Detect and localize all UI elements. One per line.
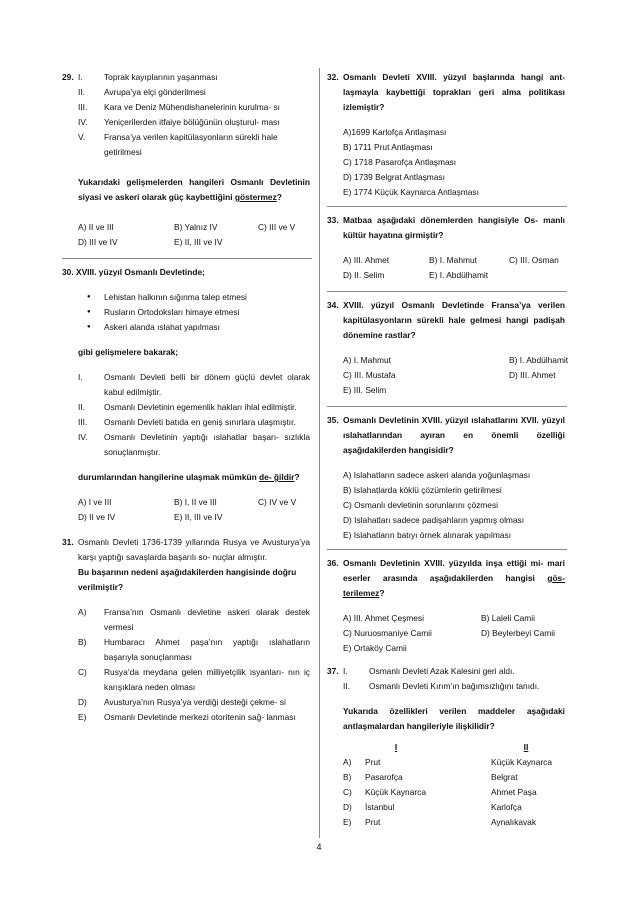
options-row bbox=[343, 383, 565, 398]
option-b[interactable]: B) Humbaracı Ahmet paşa’nın yaptığı ıslahatların başarıyla sonuçlanması bbox=[78, 637, 310, 662]
bullet-item: ● Askeri alanda ıslahat yapılması bbox=[78, 320, 310, 335]
option-c[interactable]: C) III. Mustafa bbox=[343, 370, 396, 380]
question-37 bbox=[327, 664, 565, 830]
option-a[interactable]: A) III. Ahmet Çeşmesi bbox=[343, 613, 424, 623]
question-separator bbox=[327, 406, 567, 407]
statement: V. Fransa’ya verilen kapitülasyonların sürekli hale getirilmesi bbox=[78, 132, 278, 157]
option-b[interactable]: B) Laleli Camii bbox=[481, 613, 535, 623]
options-row bbox=[343, 626, 565, 641]
option-a[interactable]: A) I ve III bbox=[78, 497, 112, 507]
question-stem: Bu başarının nedeni aşağıdakilerden hangisinde doğru verilmiştir? bbox=[78, 567, 297, 592]
option-c[interactable]: C) Rusya’da meydana gelen milliyetçilik isyanları- nın iç karışıklara neden olması bbox=[78, 667, 310, 692]
option-c[interactable]: C) 1718 Pasarofça Antlaşması bbox=[343, 157, 457, 167]
option-a[interactable]: A) Fransa’nın Osmanlı devletine askeri olarak destek vermesi bbox=[78, 607, 310, 632]
statement: III. Osmanlı Devleti batıda en geniş sınırlara ulaşmıştır. bbox=[78, 417, 296, 427]
right-column bbox=[327, 70, 569, 830]
question-35 bbox=[327, 413, 565, 543]
question-title: 30. XVIII. yüzyıl Osmanlı Devletinde; bbox=[62, 267, 205, 277]
option-c[interactable]: C) Küçük Kaynarca Ahmet Paşa bbox=[343, 787, 537, 797]
option-c[interactable]: C) IV ve V bbox=[258, 497, 297, 507]
option-c[interactable]: C) Osmanlı devletinin sorunlarını çözmesi bbox=[343, 500, 498, 510]
question-30 bbox=[62, 265, 310, 525]
statement: IV. Yeniçerilerden itfaiye bölüğünün oluşturul- ması bbox=[78, 117, 280, 127]
option-e[interactable]: E) Osmanlı Devletinde merkezi otoritenin sağ- lanması bbox=[78, 712, 296, 722]
option-e[interactable]: E) II, III ve IV bbox=[174, 237, 223, 247]
question-33 bbox=[327, 213, 565, 283]
question-stem: 35. Osmanlı Devletinin XVIII. yüzyıl ıslahatlarını XVII. yüzyıl ıslahatlarından ayıran en önemli özelliği aşağıdakilerden hangisidir? bbox=[327, 415, 565, 455]
options-row bbox=[343, 368, 565, 383]
options-row bbox=[343, 268, 565, 283]
option-b[interactable]: B) 1711 Prut Antlaşması bbox=[343, 142, 433, 152]
option-b[interactable]: B) Islahatlarda köklü çözümlerin getirilmesi bbox=[343, 485, 502, 495]
option-b[interactable]: B) I. Abdülhamit bbox=[509, 355, 569, 365]
question-separator bbox=[327, 206, 567, 207]
question-separator bbox=[327, 549, 567, 550]
statement: IV. Osmanlı Devletinin yaptığı ıslahatlar başarı- sızlıkla sonuçlanmıştır. bbox=[78, 432, 310, 457]
question-intro: 31. Osmanlı Devleti 1736-1739 yıllarında Rusya ve Avusturya’ya karşı yaptığı savaşlarda başarılı so- nuçlar almıştır. bbox=[62, 537, 310, 562]
option-a[interactable]: A) Islahatların sadece askeri alanda yoğunlaşması bbox=[343, 470, 531, 480]
options-row bbox=[343, 253, 565, 268]
option-a[interactable]: A) Prut Küçük Kaynarca bbox=[343, 757, 552, 767]
options-row bbox=[78, 235, 310, 250]
option-c[interactable]: C) III ve V bbox=[258, 222, 296, 232]
statement: III. Kara ve Deniz Mühendishanelerinin kurulma- sı bbox=[78, 102, 280, 112]
option-e[interactable]: E) 1774 Küçük Kaynarca Antlaşması bbox=[343, 187, 479, 197]
option-a[interactable]: A)1699 Karlofça Antlaşması bbox=[343, 127, 447, 137]
option-e[interactable]: E) III. Selim bbox=[343, 385, 387, 395]
options-row bbox=[78, 510, 310, 525]
option-c[interactable]: C) Nuruosmaniye Camii bbox=[343, 628, 432, 638]
option-e[interactable]: E) II, III ve IV bbox=[174, 512, 223, 522]
statement: II. Avrupa’ya elçi gönderilmesi bbox=[78, 87, 206, 97]
statement: I. Toprak kayıplarının yaşanması bbox=[78, 72, 218, 82]
question-separator bbox=[62, 258, 312, 259]
column-ii-header: II bbox=[523, 742, 529, 752]
question-stem: Yukarıda özellikleri verilen maddeler aşağıdaki antlaşmalardan hangileriyle ilişkilidir? bbox=[343, 706, 565, 731]
question-stem: 32. Osmanlı Devleti XVIII. yüzyıl başlarında hangi ant- laşmayla kaybettiği toprakları geri alma politikası izlemiştir? bbox=[327, 72, 565, 112]
option-d[interactable]: D) III. Ahmet bbox=[509, 370, 556, 380]
column-divider bbox=[319, 68, 320, 838]
statement: 37. I. Osmanlı Devleti Azak Kalesini geri aldı. bbox=[327, 666, 515, 676]
question-36 bbox=[327, 556, 566, 656]
statement: II. Osmanlı Devletinin egemenlik hakları ihlal edilmiştir. bbox=[78, 402, 297, 412]
question-31 bbox=[62, 535, 310, 725]
option-b[interactable]: B) I. Mahmut bbox=[429, 255, 477, 265]
question-stem: durumlarından hangilerine ulaşmak mümkün de- ğildir? bbox=[78, 472, 300, 482]
question-stem: 36. Osmanlı Devletinin XVIII. yüzyılda inşa ettiği mi- mari eserler arasında aşağıdakilerden hangisi gös- terilemez? bbox=[327, 558, 566, 598]
option-b[interactable]: B) I, II ve III bbox=[174, 497, 217, 507]
question-32 bbox=[327, 70, 565, 200]
option-e[interactable]: E) Ortaköy Camii bbox=[343, 643, 407, 653]
statement: II. Osmanlı Devleti Kırım’ın bağımsızlığını tanıdı. bbox=[343, 681, 540, 691]
option-a[interactable]: A) I. Mahmut bbox=[343, 355, 391, 365]
option-a[interactable]: A) III. Ahmet bbox=[343, 255, 390, 265]
options-row bbox=[343, 353, 569, 368]
options-row bbox=[78, 220, 310, 235]
question-separator bbox=[327, 291, 567, 292]
bullet-item: ● Rusların Ortodoksları himaye etmesi bbox=[78, 305, 310, 320]
option-d[interactable]: D) II. Selim bbox=[343, 270, 385, 280]
question-stem: Yukarıdaki gelişmelerden hangileri Osmanlı Devletinin siyasi ve askeri olarak güç kaybettiğini göstermez? bbox=[78, 177, 310, 202]
option-d[interactable]: D) Avusturya’nın Rusya’ya verdiği desteği çekme- si bbox=[78, 697, 286, 707]
options-row bbox=[343, 641, 565, 656]
options-row bbox=[343, 611, 565, 626]
options-row bbox=[78, 495, 310, 510]
question-stem: 33. Matbaa aşağıdaki dönemlerden hangisiyle Os- manlı kültür hayatına girmiştir? bbox=[327, 215, 565, 240]
page-number: 4 bbox=[316, 842, 322, 852]
option-b[interactable]: B) Yalnız IV bbox=[174, 222, 218, 232]
option-d[interactable]: D) Islahatları sadece padişahların yapmış olması bbox=[343, 515, 525, 525]
question-mid: gibi gelişmelere bakarak; bbox=[78, 347, 179, 357]
question-stem: 34. XVIII. yüzyıl Osmanlı Devletinde Fransa’ya verilen kapitülasyonların sürekli hale gelmesi hangi padişah dönemine rastlar? bbox=[327, 300, 565, 340]
option-b[interactable]: B) Pasarofça Belgrat bbox=[343, 772, 518, 782]
option-c[interactable]: C) III. Osman bbox=[509, 255, 559, 265]
left-column bbox=[62, 70, 310, 725]
option-d[interactable]: D) II ve IV bbox=[78, 512, 116, 522]
option-d[interactable]: D) 1739 Belgrat Antlaşması bbox=[343, 172, 445, 182]
match-header bbox=[343, 740, 565, 755]
column-i-header: I bbox=[394, 742, 398, 752]
question-34 bbox=[327, 298, 569, 398]
option-e[interactable]: E) Prut Aynalıkavak bbox=[343, 817, 537, 827]
option-a[interactable]: A) II ve III bbox=[78, 222, 114, 232]
statement: I. Osmanlı Devleti belli bir dönem güçlü devlet olarak kabul edilmiştir. bbox=[78, 372, 310, 397]
option-e[interactable]: E) Islahatların batıyı örnek alınarak yapılması bbox=[343, 530, 512, 540]
option-d[interactable]: D) III ve IV bbox=[78, 237, 118, 247]
option-d[interactable]: D) İstanbul Karlofça bbox=[343, 802, 522, 812]
option-d[interactable]: D) Beylerbeyi Camii bbox=[481, 628, 555, 638]
option-e[interactable]: E) I. Abdülhamit bbox=[429, 270, 489, 280]
question-29: 29. I. Toprak kayıplarının yaşanması II. Avrupa’ya elçi gönderilmesi III. Kara ve Deniz Mühendishanelerinin kurulma- sı IV. Yeniçerilerden itfaiye bölüğünün oluşturul- ması V. Fransa’ya verilen kapitülasyonların sürekli hale getirilmesi Yukarıdaki gelişmelerden hangileri Osmanlı Devletinin siyasi ve askeri olarak güç kaybettiğini göstermez? A) II ve III B) Yalnız IV C) III ve V D) III ve IV E) II, III ve IV bbox=[78, 70, 310, 250]
bullet-item: ● Lehistan halkının sığınma talep etmesi bbox=[78, 290, 310, 305]
